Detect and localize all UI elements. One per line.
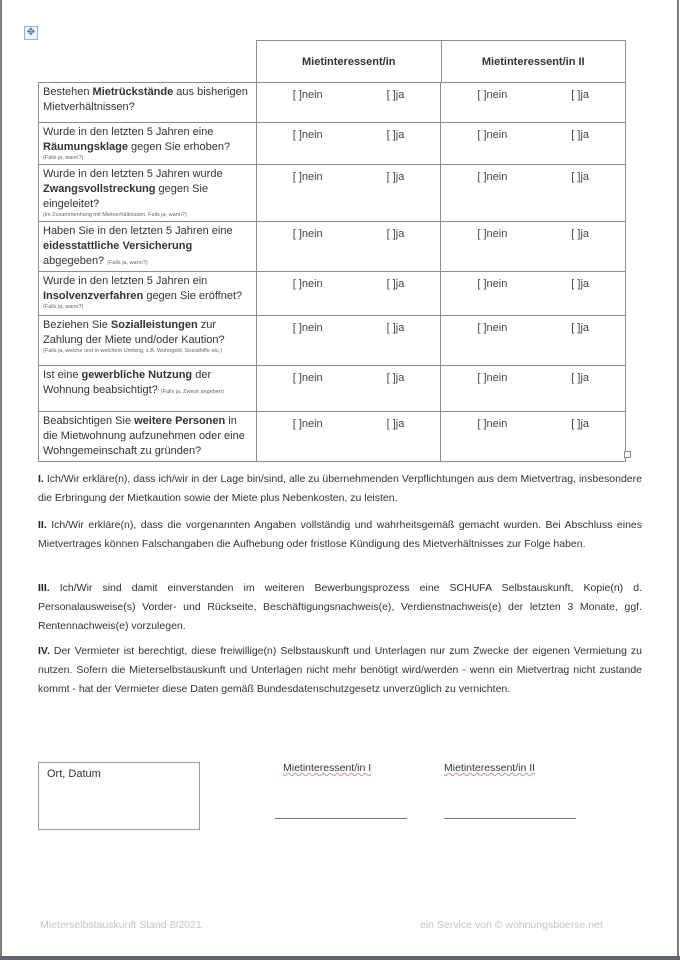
- table-row: [39, 165, 626, 222]
- answer-cell-applicant-1: [256, 412, 441, 462]
- answer-cell-applicant-2: [441, 123, 626, 165]
- declaration-number: II.: [38, 519, 47, 531]
- question-text: abgegeben?: [43, 255, 108, 267]
- question-text: Wurde in den letzten 5 Jahren wurde: [43, 168, 223, 180]
- checkbox-nein[interactable]: [ ]nein: [292, 228, 323, 240]
- answer-options: [261, 278, 437, 290]
- checkbox-ja[interactable]: [ ]ja: [386, 89, 405, 101]
- checkbox-nein[interactable]: [ ]nein: [477, 278, 508, 290]
- answer-options: [261, 322, 437, 334]
- answer-options: [445, 89, 621, 101]
- answer-options: [445, 278, 621, 290]
- question-note: (Falls ja, welche und in welchem Umfang, z.B. Wohngeld, Sozialhilfe etc.): [43, 348, 223, 354]
- question-text: Wurde in den letzten 5 Jahren eine: [43, 126, 214, 138]
- question-keyword: Mietrückstände: [92, 86, 174, 98]
- page-border: [0, 956, 680, 960]
- question-cell: [39, 272, 257, 316]
- table-resize-handle[interactable]: [624, 451, 631, 458]
- question-note: (Falls ja, wann?): [43, 304, 84, 310]
- checkbox-ja[interactable]: [ ]ja: [571, 372, 590, 384]
- question-text: der Wohnung beabsichtigt?: [43, 369, 212, 396]
- checkbox-nein[interactable]: [ ]nein: [292, 322, 323, 334]
- question-keyword: gewerbliche Nutzung: [81, 369, 193, 381]
- checkbox-ja[interactable]: [ ]ja: [571, 129, 590, 141]
- table-row: [39, 123, 626, 165]
- signature-line-1[interactable]: [275, 818, 407, 819]
- question-keyword: Sozialleistungen: [110, 319, 198, 331]
- question-cell: [39, 412, 257, 462]
- checkbox-nein[interactable]: [ ]nein: [292, 278, 323, 290]
- checkbox-nein[interactable]: [ ]nein: [477, 418, 508, 430]
- checkbox-nein[interactable]: [ ]nein: [477, 171, 508, 183]
- question-cell: [39, 366, 257, 412]
- checkbox-nein[interactable]: [ ]nein: [292, 171, 323, 183]
- table-row: [39, 222, 626, 272]
- answer-cell-applicant-1: [256, 123, 441, 165]
- checkbox-nein[interactable]: [ ]nein: [477, 322, 508, 334]
- question-text: Bestehen: [43, 86, 93, 98]
- questionnaire-table: [38, 82, 626, 462]
- answer-options: [445, 171, 621, 183]
- declaration-text: Ich/Wir erkläre(n), dass die vorgenannten Angaben vollständig und wahrheitsgemäß gemacht wurden. Bei Abschluss eines Mietvertrages können Falschangaben die Aufhebung oder fristlose Kündigung des Mietverhältnisses zur Folge haben.: [38, 519, 642, 550]
- signature-line-2[interactable]: [444, 818, 576, 819]
- answer-options: [445, 129, 621, 141]
- checkbox-ja[interactable]: [ ]ja: [386, 418, 405, 430]
- table-row: [39, 412, 626, 462]
- footer-right: ein Service von © wohnungsboerse.net: [420, 919, 603, 931]
- answer-cell-applicant-2: [441, 316, 626, 366]
- table-move-handle-icon[interactable]: ✥: [24, 26, 38, 40]
- page-border: [0, 0, 2, 960]
- answer-cell-applicant-2: [441, 222, 626, 272]
- table-row: [39, 316, 626, 366]
- checkbox-nein[interactable]: [ ]nein: [292, 372, 323, 384]
- answer-cell-applicant-2: [441, 412, 626, 462]
- checkbox-nein[interactable]: [ ]nein: [477, 89, 508, 101]
- answer-cell-applicant-2: [441, 83, 626, 123]
- place-date-label: Ort, Datum: [47, 768, 101, 780]
- table-header: [256, 40, 626, 82]
- answer-cell-applicant-1: [256, 165, 441, 222]
- checkbox-nein[interactable]: [ ]nein: [292, 418, 323, 430]
- signature-label: Mietinteressent/in I: [283, 762, 372, 774]
- answer-options: [261, 372, 437, 384]
- checkbox-nein[interactable]: [ ]nein: [292, 129, 323, 141]
- question-keyword: Insolvenzverfahren: [43, 290, 144, 302]
- answer-options: [261, 129, 437, 141]
- checkbox-ja[interactable]: [ ]ja: [571, 171, 590, 183]
- question-text: zur Zahlung der Miete und/oder Kaution?: [43, 319, 225, 346]
- checkbox-ja[interactable]: [ ]ja: [571, 278, 590, 290]
- question-text: in die Mietwohnung aufzunehmen oder eine Wohngemeinschaft zu gründen?: [43, 415, 245, 457]
- answer-cell-applicant-1: [256, 272, 441, 316]
- question-text: gegen Sie eingeleitet?: [43, 183, 209, 210]
- question-keyword: eidesstattliche Versicherung: [43, 240, 193, 252]
- declaration-number: IV.: [38, 645, 50, 657]
- answer-options: [445, 418, 621, 430]
- checkbox-ja[interactable]: [ ]ja: [571, 228, 590, 240]
- answer-options: [261, 418, 437, 430]
- question-text: Ist eine: [43, 369, 82, 381]
- question-text: aus bisherigen Mietverhältnissen?: [43, 86, 248, 113]
- declaration-4: [38, 642, 642, 699]
- column-header-applicant-2: Mietinteressent/in II: [441, 41, 626, 82]
- declaration-number: III.: [38, 582, 50, 594]
- signature-label: Mietinteressent/in II: [444, 762, 536, 774]
- declaration-text: Ich/Wir erkläre(n), dass ich/wir in der Lage bin/sind, alle zu übernehmenden Verpflichtungen aus dem Mietvertrag, insbesondere die Erbringung der Mietkaution sowie der Miete plus Nebenkosten, zu leisten.: [38, 473, 642, 504]
- question-note: (Falls ja, Zweck angeben): [160, 389, 224, 395]
- question-cell: [39, 123, 257, 165]
- checkbox-ja[interactable]: [ ]ja: [386, 129, 405, 141]
- answer-options: [445, 322, 621, 334]
- question-cell: [39, 165, 257, 222]
- declaration-3: [38, 579, 642, 636]
- signature-applicant-2: [444, 762, 535, 774]
- question-text: Beziehen Sie: [43, 319, 111, 331]
- question-note: (Falls ja, wann?): [107, 260, 148, 266]
- declaration-2: [38, 516, 642, 554]
- question-note: (im Zusammenhang mit Mietverhältnissen. Falls ja, wann?): [43, 212, 187, 218]
- question-keyword: Räumungsklage: [43, 141, 128, 153]
- declaration-1: [38, 470, 642, 508]
- declaration-number: I.: [38, 473, 44, 485]
- footer-left: Mieterselbstauskunft Stand 8/2021: [40, 919, 202, 931]
- answer-options: [261, 171, 437, 183]
- checkbox-ja[interactable]: [ ]ja: [386, 322, 405, 334]
- question-text: Wurde in den letzten 5 Jahren ein: [43, 275, 208, 287]
- checkbox-nein[interactable]: [ ]nein: [477, 129, 508, 141]
- answer-cell-applicant-1: [256, 83, 441, 123]
- page-border: [677, 0, 679, 960]
- answer-cell-applicant-1: [256, 366, 441, 412]
- checkbox-ja[interactable]: [ ]ja: [386, 171, 405, 183]
- checkbox-nein[interactable]: [ ]nein: [477, 228, 508, 240]
- question-keyword: weitere Personen: [134, 415, 226, 427]
- answer-cell-applicant-2: [441, 272, 626, 316]
- answer-cell-applicant-1: [256, 222, 441, 272]
- question-text: Haben Sie in den letzten 5 Jahren eine: [43, 225, 233, 237]
- checkbox-ja[interactable]: [ ]ja: [386, 278, 405, 290]
- answer-cell-applicant-2: [441, 165, 626, 222]
- answer-cell-applicant-1: [256, 316, 441, 366]
- checkbox-nein[interactable]: [ ]nein: [292, 89, 323, 101]
- place-date-field[interactable]: [38, 762, 200, 830]
- answer-options: [445, 372, 621, 384]
- checkbox-ja[interactable]: [ ]ja: [571, 418, 590, 430]
- table-row: [39, 83, 626, 123]
- answer-options: [261, 89, 437, 101]
- declaration-text: Ich/Wir sind damit einverstanden im weiteren Bewerbungsprozess eine SCHUFA Selbstauskunft, Kopie(n) d. Personalausweise(s) Vorder- und Rückseite, Beschäftigungsnachweis(e), Verdienstnachweis(e) der letzten 3 Monate, ggf. Rentennachweis(e) vorzulegen.: [38, 582, 642, 632]
- answer-cell-applicant-2: [441, 366, 626, 412]
- question-cell: [39, 222, 257, 272]
- question-note: (Falls ja, wann?): [43, 155, 84, 161]
- question-text: gegen Sie erhoben?: [127, 141, 231, 153]
- checkbox-ja[interactable]: [ ]ja: [571, 322, 590, 334]
- table-row: [39, 366, 626, 412]
- checkbox-ja[interactable]: [ ]ja: [386, 228, 405, 240]
- column-header-applicant-1: Mietinteressent/in: [301, 55, 396, 68]
- question-cell: [39, 316, 257, 366]
- checkbox-ja[interactable]: [ ]ja: [386, 372, 405, 384]
- question-cell: [39, 83, 257, 123]
- declaration-text: Der Vermieter ist berechtigt, diese freiwillige(n) Selbstauskunft und Unterlagen nur zum Zwecke der eigenen Vermietung zu nutzen. Sofern die Mieterselbstauskunft und Unterlagen nicht mehr benötigt wird/werden - wenn ein Mietvertrag nicht zustande kommt - hat der Vermieter diese Daten gemäß Bundesdatenschutzgesetz unverzüglich zu vernichten.: [38, 645, 642, 695]
- checkbox-nein[interactable]: [ ]nein: [477, 372, 508, 384]
- answer-options: [445, 228, 621, 240]
- question-keyword: Zwangsvollstreckung: [43, 183, 156, 195]
- table-row: [39, 272, 626, 316]
- checkbox-ja[interactable]: [ ]ja: [571, 89, 590, 101]
- signature-applicant-1: [283, 762, 371, 774]
- question-text: gegen Sie eröffnet?: [143, 290, 243, 302]
- question-text: Beabsichtigen Sie: [43, 415, 135, 427]
- answer-options: [261, 228, 437, 240]
